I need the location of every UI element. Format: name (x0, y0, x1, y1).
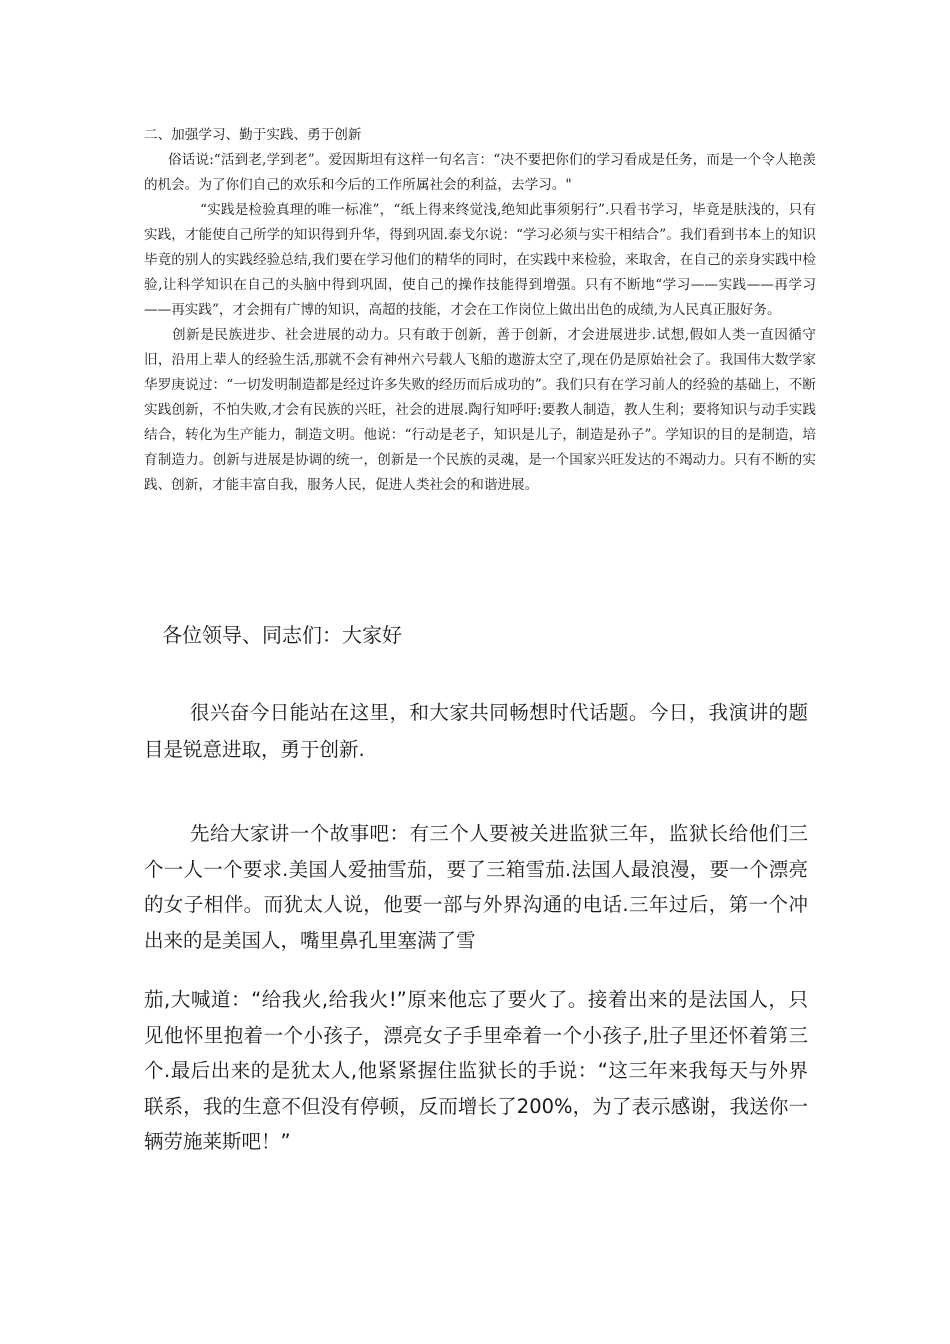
paragraph-learning: 俗话说:“活到老,学到老”。爱因斯坦有这样一句名言：“决不要把你们的学习看成是任务，而是一个令人艳羡的机会。为了你们自己的欢乐和今后的工作所属社会的利益，去学习。" (144, 152, 816, 193)
section-heading: 二、加强学习、勤于实践、勇于创新 (144, 127, 362, 143)
speech-story (144, 816, 808, 958)
essay-section (144, 123, 816, 498)
paragraph-innovation: 创新是民族进步、社会进展的动力。只有敢于创新，善于创新，才会进展进步.试想,假如人类一直因循守旧，沿用上辈人的经验生活,那就不会有神州六号载人飞船的遨游太空了,现在仍是原始社会了。我国伟大数学家华罗庚说过：“一切发明制造都是经过许多失败的经历而后成功的”。我们只有在学习前人的经验的基础上，不断实践创新，不怕失败,才会有民族的兴旺，社会的进展.陶行知呼吁:要教人制造，教人生利；要将知识与动手实践结合，转化为生产能力，制造文明。他说：“行动是老子，知识是儿子，制造是孙子”。学知识的目的是制造，培育制造力。创新与进展是协调的统一，创新是一个民族的灵魂，是一个国家兴旺发达的不竭动力。只有不断的实践、创新，才能丰富自我，服务人民，促进人类社会的和谐进展。 (144, 327, 816, 493)
speech-story-continued (144, 982, 808, 1160)
speech-story-text: 先给大家讲一个故事吧：有三个人要被关进监狱三年，监狱长给他们三个一人一个要求.美国人爱抽雪茄，要了三箱雪茄.法国人最浪漫，要一个漂亮的女子相伴。而犹太人说，他要一部与外界沟通的电话.三年过后，第一个冲出来的是美国人，嘴里鼻孔里塞满了雪 (144, 822, 808, 952)
paragraph-practice: “实践是检验真理的唯一标准”，“纸上得来终觉浅,绝知此事须躬行”.只看书学习，毕竟是肤浅的，只有实践，才能使自己所学的知识得到升华，得到巩固.泰戈尔说：“学习必须与实干相结合”。我们看到书本上的知识毕竟的别人的实践经验总结,我们要在学习他们的精华的同时，在实践中来检验，来取舍，在自己的亲身实践中检验,让科学知识在自己的头脑中得到巩固，使自己的操作技能得到增强。只有不断地“学习——实践——再学习——再实践”，才会拥有广博的知识，高超的技能，才会在工作岗位上做出出色的成绩,为人民真正服好务。 (144, 202, 816, 318)
speech-intro-text: 很兴奋今日能站在这里，和大家共同畅想时代话题。今日，我演讲的题目是锐意进取，勇于创新. (144, 701, 808, 761)
speech-story-continued-text: 茄,大喊道：“给我火,给我火!”原来他忘了要火了。接着出来的是法国人，只见他怀里抱着一个小孩子，漂亮女子手里牵着一个小孩子,肚子里还怀着第三个.最后出来的是犹太人,他紧紧握住监狱长的手说：“这三年来我每天与外界联系，我的生意不但没有停顿，反而增长了200%，为了表示感谢，我送你一辆劳施莱斯吧！” (144, 988, 808, 1153)
speech-intro (144, 694, 808, 768)
speech-greeting: 各位领导、同志们：大家好 (162, 623, 402, 647)
